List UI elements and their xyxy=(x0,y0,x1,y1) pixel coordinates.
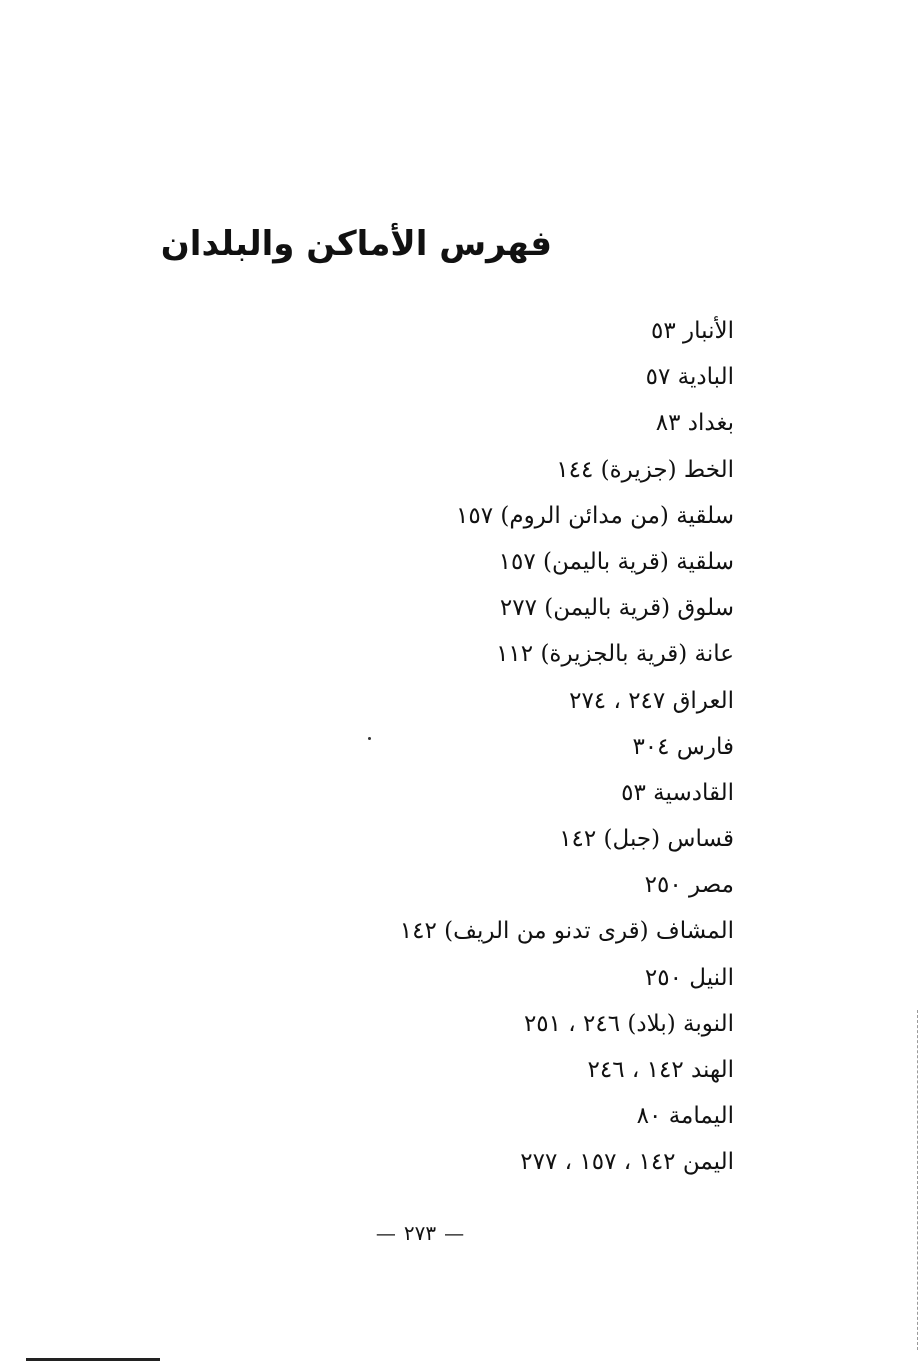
index-title: فهرس الأماكن والبلدان xyxy=(160,224,552,264)
index-entry: العراق ٢٤٧ ، ٢٧٤ xyxy=(569,687,734,714)
index-entry: سلقية (من مدائن الروم) ١٥٧ xyxy=(455,502,734,529)
index-entry: النوبة (بلاد) ٢٤٦ ، ٢٥١ xyxy=(523,1010,734,1037)
index-entry: سلوق (قرية باليمن) ٢٧٧ xyxy=(499,595,734,622)
places-index-list xyxy=(400,308,734,1186)
index-entry: اليمامة ٨٠ xyxy=(636,1103,734,1130)
bottom-rule xyxy=(26,1358,160,1361)
index-entry: المشاف (قرى تدنو من الريف) ١٤٢ xyxy=(399,918,734,945)
page-footer xyxy=(0,1218,840,1248)
index-entry: سلقية (قرية باليمن) ١٥٧ xyxy=(498,548,734,575)
index-entry: الأنبار ٥٣ xyxy=(651,318,734,344)
scan-edge-line xyxy=(917,1010,918,1350)
footer-dash-left: — xyxy=(375,1221,396,1245)
index-entry: الخط (جزيرة) ١٤٤ xyxy=(556,456,734,483)
index-entry: البادية ٥٧ xyxy=(645,364,734,391)
index-entry: اليمن ١٤٢ ، ١٥٧ ، ٢٧٧ xyxy=(520,1149,734,1176)
index-entry: بغداد ٨٣ xyxy=(655,410,734,437)
index-entry: مصر ٢٥٠ xyxy=(644,872,734,899)
index-entry: القادسية ٥٣ xyxy=(621,779,734,806)
index-entry: عانة (قرية بالجزيرة) ١١٢ xyxy=(496,641,734,668)
ink-speck xyxy=(368,737,371,740)
footer-dash-right: — xyxy=(444,1221,465,1245)
index-entry: قساس (جبل) ١٤٢ xyxy=(559,826,734,853)
index-entry: النيل ٢٥٠ xyxy=(644,964,734,991)
page-number: ٢٧٣ xyxy=(403,1221,437,1245)
index-entry: فارس ٣٠٤ xyxy=(632,733,734,760)
index-entry: الهند ١٤٢ ، ٢٤٦ xyxy=(587,1057,734,1083)
